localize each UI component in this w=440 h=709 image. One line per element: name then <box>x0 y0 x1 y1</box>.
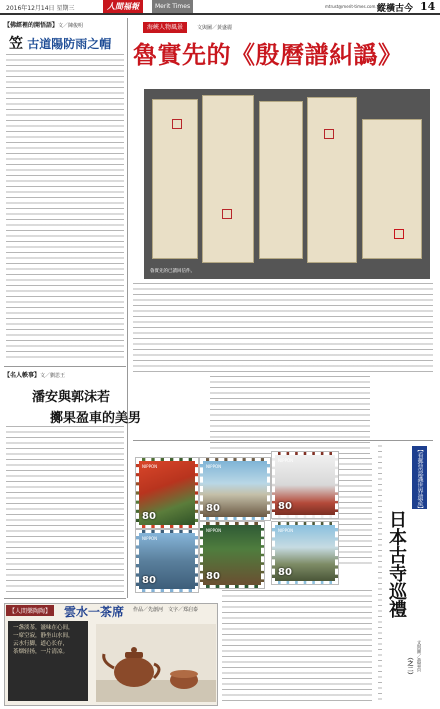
main-article-tag: 海峽人物風景 <box>143 22 187 33</box>
tea-feature-byline: 作品／先創河 文字／郑启泰 <box>133 607 199 613</box>
tea-feature-title: 雲水一茶席 <box>64 605 125 619</box>
japan-article-subtitle: （之二） <box>406 654 413 678</box>
letters-photo <box>144 89 430 279</box>
japan-article-title: 日本古寺巡禮 <box>386 510 407 618</box>
main-article-body-top <box>133 283 433 373</box>
section-divider <box>4 598 126 599</box>
japan-column-tag: 【看郵票認識世界遺產】 <box>412 446 427 509</box>
page-header <box>0 0 440 15</box>
newspaper-logo-english: Merit Times <box>152 0 193 13</box>
newspaper-logo: 人間福報 <box>103 0 143 13</box>
stamp-temple-gate: NIPPON 80 <box>272 522 338 584</box>
issue-date: 2016年12月14日 星期三 <box>6 5 75 12</box>
stamp-temple-hall: NIPPON 80 <box>200 458 270 520</box>
japan-article-byline: 文與圖／黃慧貞 <box>416 640 421 672</box>
contact-email[interactable]: mtrust@merit-times.com.tw <box>325 4 382 9</box>
stamp-autumn-temple: NIPPON 80 <box>136 458 198 528</box>
article1-title: 笠 古道陽防雨之帽 <box>9 36 112 52</box>
main-article-body-middle <box>210 376 370 456</box>
section-title: 縱橫古今 <box>377 4 414 14</box>
section-divider <box>4 366 126 367</box>
main-article-title: 魯實先的《殷曆譜糾譌》 <box>133 40 403 69</box>
tea-poem-panel: 一盏淡茶，滋味在心间， 一席空寂，静坐山水间， 云水行脚，道心长存， 茶烟轻扬，一片清凉。 <box>8 621 88 701</box>
article2-title: 潘安與郭沫若 擲果盈車的美男 <box>32 390 142 426</box>
photo-caption: 魯實先的已讀回信件。 <box>150 269 195 274</box>
stamp-forest-pagoda: NIPPON 80 <box>200 522 264 588</box>
stamp-pagoda: NIPPON 80 <box>272 452 338 518</box>
column-divider <box>127 18 128 598</box>
article1-column-header: 【佛經裡的開悟語】文／陳俊明 <box>4 22 84 29</box>
teapot-photo <box>96 624 216 702</box>
main-article-byline: 文與圖／黃盛麗 <box>197 25 233 31</box>
main-article-body-bottom <box>222 590 372 705</box>
article2-column-header: 【名人軼事】文／劉思王 <box>4 372 66 379</box>
stamp-temple-lake: NIPPON 80 <box>136 530 198 592</box>
page-number: 14 <box>420 0 436 13</box>
article1-body-text <box>6 54 124 360</box>
section-divider <box>133 440 433 441</box>
japan-article-body <box>378 440 382 700</box>
tea-column-badge: 【人間樂陶陶】 <box>6 605 54 616</box>
article2-body-text <box>6 426 124 596</box>
